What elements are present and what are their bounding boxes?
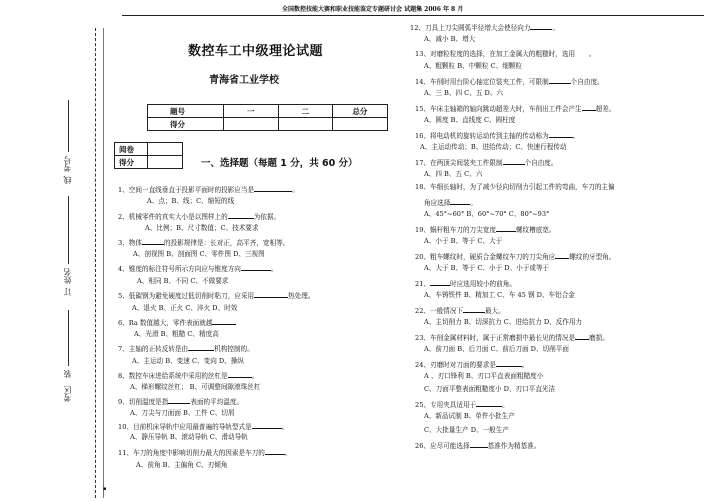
score-table — [147, 104, 388, 131]
options-9: A、刀尖与刀面面 B、工件 C、切屑 — [130, 409, 235, 417]
question-10: 10、目前机床导轨中应用最普遍的导轨型式是 。 — [118, 423, 289, 431]
options-15: A、圆度 B、直线度 C、圆柱度 — [424, 116, 516, 124]
section-title: 一、选择题（每题 1 分，共 60 分） — [201, 158, 358, 169]
score-row-label: 得分 — [148, 118, 224, 131]
grader-table — [114, 142, 183, 169]
question-3: 3、物体 的投影规律是：长对正，高平齐，宽相等。 — [118, 239, 290, 247]
options-19: A、小于 B、等于 C、大于 — [424, 237, 503, 245]
question-26: 26、应尽可能选择 基准作为精基准。 — [415, 442, 541, 450]
question-24: 24、刃磨时对刀面的要求是 。 — [415, 361, 529, 369]
options-20: A、大于 B、等于 C、小于 D、小于或等于 — [424, 264, 550, 272]
options-1: A、点；B、线；C、缩短的线 — [147, 197, 235, 205]
grader-label: 阅卷 — [115, 143, 148, 156]
options-21: A、车铸铁件 B、精加工 C、车 45 钢 D、车铝合金 — [424, 291, 575, 299]
question-8: 8、数控车床进给系统中采用的丝杠是 。 — [118, 372, 259, 380]
options-24-row1: A 、刃口锋利 B、刃口平直表面粗糙度小 — [424, 372, 544, 380]
grader-score-label: 得分 — [115, 156, 148, 169]
options-7: A、主运动 B、变速 C、变向 D、操纵 — [132, 357, 244, 365]
page-header: 全国数控技能大赛和职业技能鉴定专题研讨会 试题集 2006 年 8 月 — [282, 6, 464, 13]
question-17: 17、在两顶尖间装夹工件限制 个自由度。 — [415, 159, 558, 167]
options-16: A、主运动传动；B、进给传动；C、快速行程传动 — [420, 143, 567, 151]
options-23: A、前刀面 B、后刀面 C、前后刀面 D、切削平面 — [424, 345, 569, 353]
question-16: 16、将电动机的旋转运动传到主轴的传动称为 。 — [415, 132, 580, 140]
exam-title: 数控车工中级理论试题 — [188, 44, 324, 59]
question-7: 7、主轴的正转反转是由 机构控制的。 — [118, 345, 254, 353]
options-10: A、静压导轨 B、滚动导轨 C、滑动导轨 — [130, 433, 248, 441]
question-4: 4、锥度的标注符号所示方向应与锥度方向 。 — [118, 265, 278, 273]
seal-mark: 装 — [63, 370, 72, 378]
question-2: 2、机械零件的真实大小是以图样上的 为依据。 — [118, 213, 281, 221]
options-18: A、45°~60° B、60°~70° C、80°~93° — [424, 210, 550, 218]
question-18-cont: 角应选择 。 — [424, 199, 477, 207]
grader-score-cell — [148, 156, 183, 169]
options-3: A、剖视图 B、剖面图 C、零件图 D、三视图 — [133, 250, 265, 258]
name-line — [68, 196, 69, 264]
options-11: A、前角 B、主偏角 C、刃倾角 — [136, 461, 228, 469]
question-12: 12、刀具上刀尖圆弧半径增大会使径向力 。 — [410, 24, 560, 32]
options-24-row2: C、刀面平整表面粗糙度小 D、刃口平直光洁 — [424, 385, 556, 393]
question-21: 21、 时应选用较小的前角。 — [415, 280, 516, 288]
binding-solid-line — [103, 28, 107, 498]
score-header-1: 一 — [224, 105, 278, 118]
question-15: 15、车床主轴箱的轴向跳动超差大时，车削出工件会产生 超差。 — [415, 105, 616, 113]
exam-no-label: 考号 — [63, 156, 72, 172]
question-25: 25、专用夹具适用于 。 — [415, 401, 509, 409]
options-6: A、光滑 B、粗糙 C、精度高 — [134, 330, 219, 338]
options-12: A、减小 B、增大 — [424, 35, 476, 43]
score-header-total: 总分 — [332, 105, 387, 118]
binding-dashed-line — [95, 28, 96, 498]
binding-dot: ▪ — [103, 486, 107, 492]
header-rule — [122, 15, 704, 16]
score-header-qno: 题号 — [148, 105, 224, 118]
name-label: 姓名 — [63, 268, 72, 284]
score-header-2: 二 — [278, 105, 332, 118]
exam-no-line — [68, 100, 69, 152]
question-6: 6、Ra 数值越大，零件表面就越 — [118, 318, 236, 327]
cut-line-mark: 线 — [63, 176, 72, 184]
bind-order-mark: 订 — [63, 288, 72, 296]
grader-cell — [148, 143, 183, 156]
score-cell-1 — [224, 118, 278, 131]
options-14: A、三 B、四 C、五 D、六 — [424, 89, 503, 97]
options-13: A、粗颗粒 B、中颗粒 C、细颗粒 — [424, 62, 522, 70]
options-22: A、主切削力 B、切深抗力 C、进给抗力 D、反作用力 — [424, 318, 583, 326]
options-8: A、梯形螺纹丝杠； B、可调整间隙滚珠丝杠 — [130, 383, 261, 391]
options-25-row1: A、新品试制 B、单件小批生产 — [424, 412, 515, 420]
question-13: 13、对磨粒粒度的选择，在加工金属大的粗糙时，选用 。 — [415, 50, 596, 58]
score-cell-2 — [278, 118, 332, 131]
district-line — [68, 310, 69, 366]
district-label: 考区 — [63, 386, 72, 402]
options-5: A、退火 B、正火 C、淬火 D、时效 — [132, 304, 238, 312]
question-23: 23、车削金属材料时，属于正常磨损中最长见的情况是 磨损。 — [415, 334, 609, 342]
options-25-row2: C、大批量生产 D、一般生产 — [424, 426, 509, 434]
score-cell-total — [332, 118, 387, 131]
question-20: 20、粗车螺纹时，硬质合金螺纹车刀的刀尖角应 螺纹的牙型角。 — [415, 253, 616, 261]
question-11: 11、车刀的角度中影响切削力最大的因素是车刀的 。 — [118, 449, 292, 457]
question-19: 19、蜗杆粗车刀的刀尖宽度 螺纹槽底宽。 — [415, 226, 556, 234]
question-5: 5、低碳钢为避免硬度过低切削时粘刀，应采用 热处理。 — [118, 292, 315, 300]
question-22: 22、一般情况下 最大。 — [415, 307, 505, 315]
school-name: 青海省工业学校 — [209, 75, 279, 86]
question-1: 1、空间一直线垂直于投影平面时的投影应当是 。 — [118, 186, 299, 194]
options-4: A、相同 B、不同 C、不做要求 — [137, 277, 229, 285]
options-2: A、比例；B、尺寸数值；C、技术要求 — [145, 224, 259, 232]
question-18: 18、车细长轴时，为了减少径向切削力引起工件的弯曲，车刀的主偏 — [415, 183, 615, 191]
question-9: 9、切削温度是指 表面的平均温度。 — [118, 398, 244, 406]
options-17: A、四 B、五 C、六 — [424, 170, 483, 178]
question-14: 14、车削时用台阶心轴定位装夹工件，可限制 个自由度。 — [415, 78, 604, 86]
